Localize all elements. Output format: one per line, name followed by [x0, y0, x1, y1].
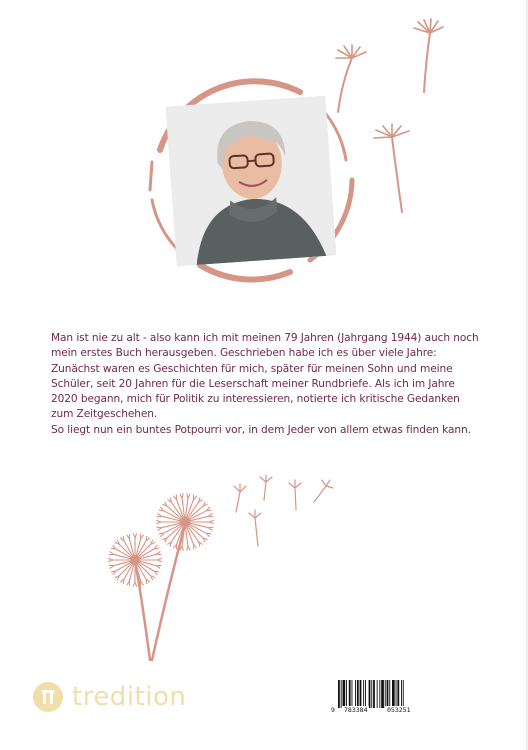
barcode-first-digit: 9: [331, 706, 335, 714]
barcode-right-digits: 053251: [387, 706, 411, 714]
isbn-barcode: [330, 678, 430, 718]
publisher-name: tredition: [72, 682, 187, 712]
barcode-bars: [338, 680, 426, 708]
barcode-left-digits: 783384: [344, 706, 368, 714]
back-cover-blurb: [51, 331, 481, 438]
publisher-icon: [33, 682, 63, 712]
blurb-paragraph-1: Man ist nie zu alt - also kann ich mit meinen 79 Jahren (Jahrgang 1944) auch noch mein erstes Buch herausgeben. Geschrieben habe ich es über viele Jahre: Zunächst waren es Geschichten für mich, später für meinen Sohn und meine Schüler, seit 20 Jahren für die Leserschaft meiner Rundbriefe. Als ich im Jahre 2020 begann, mich für Politik zu interessieren, notierte ich kritische Gedanken zum Zeitgeschehen.: [51, 332, 479, 421]
blurb-paragraph-2: So liegt nun ein buntes Potpourri vor, in dem Jeder von allem etwas finden kann.: [51, 423, 471, 436]
author-photo: [166, 96, 337, 267]
publisher-logo: [33, 680, 186, 714]
